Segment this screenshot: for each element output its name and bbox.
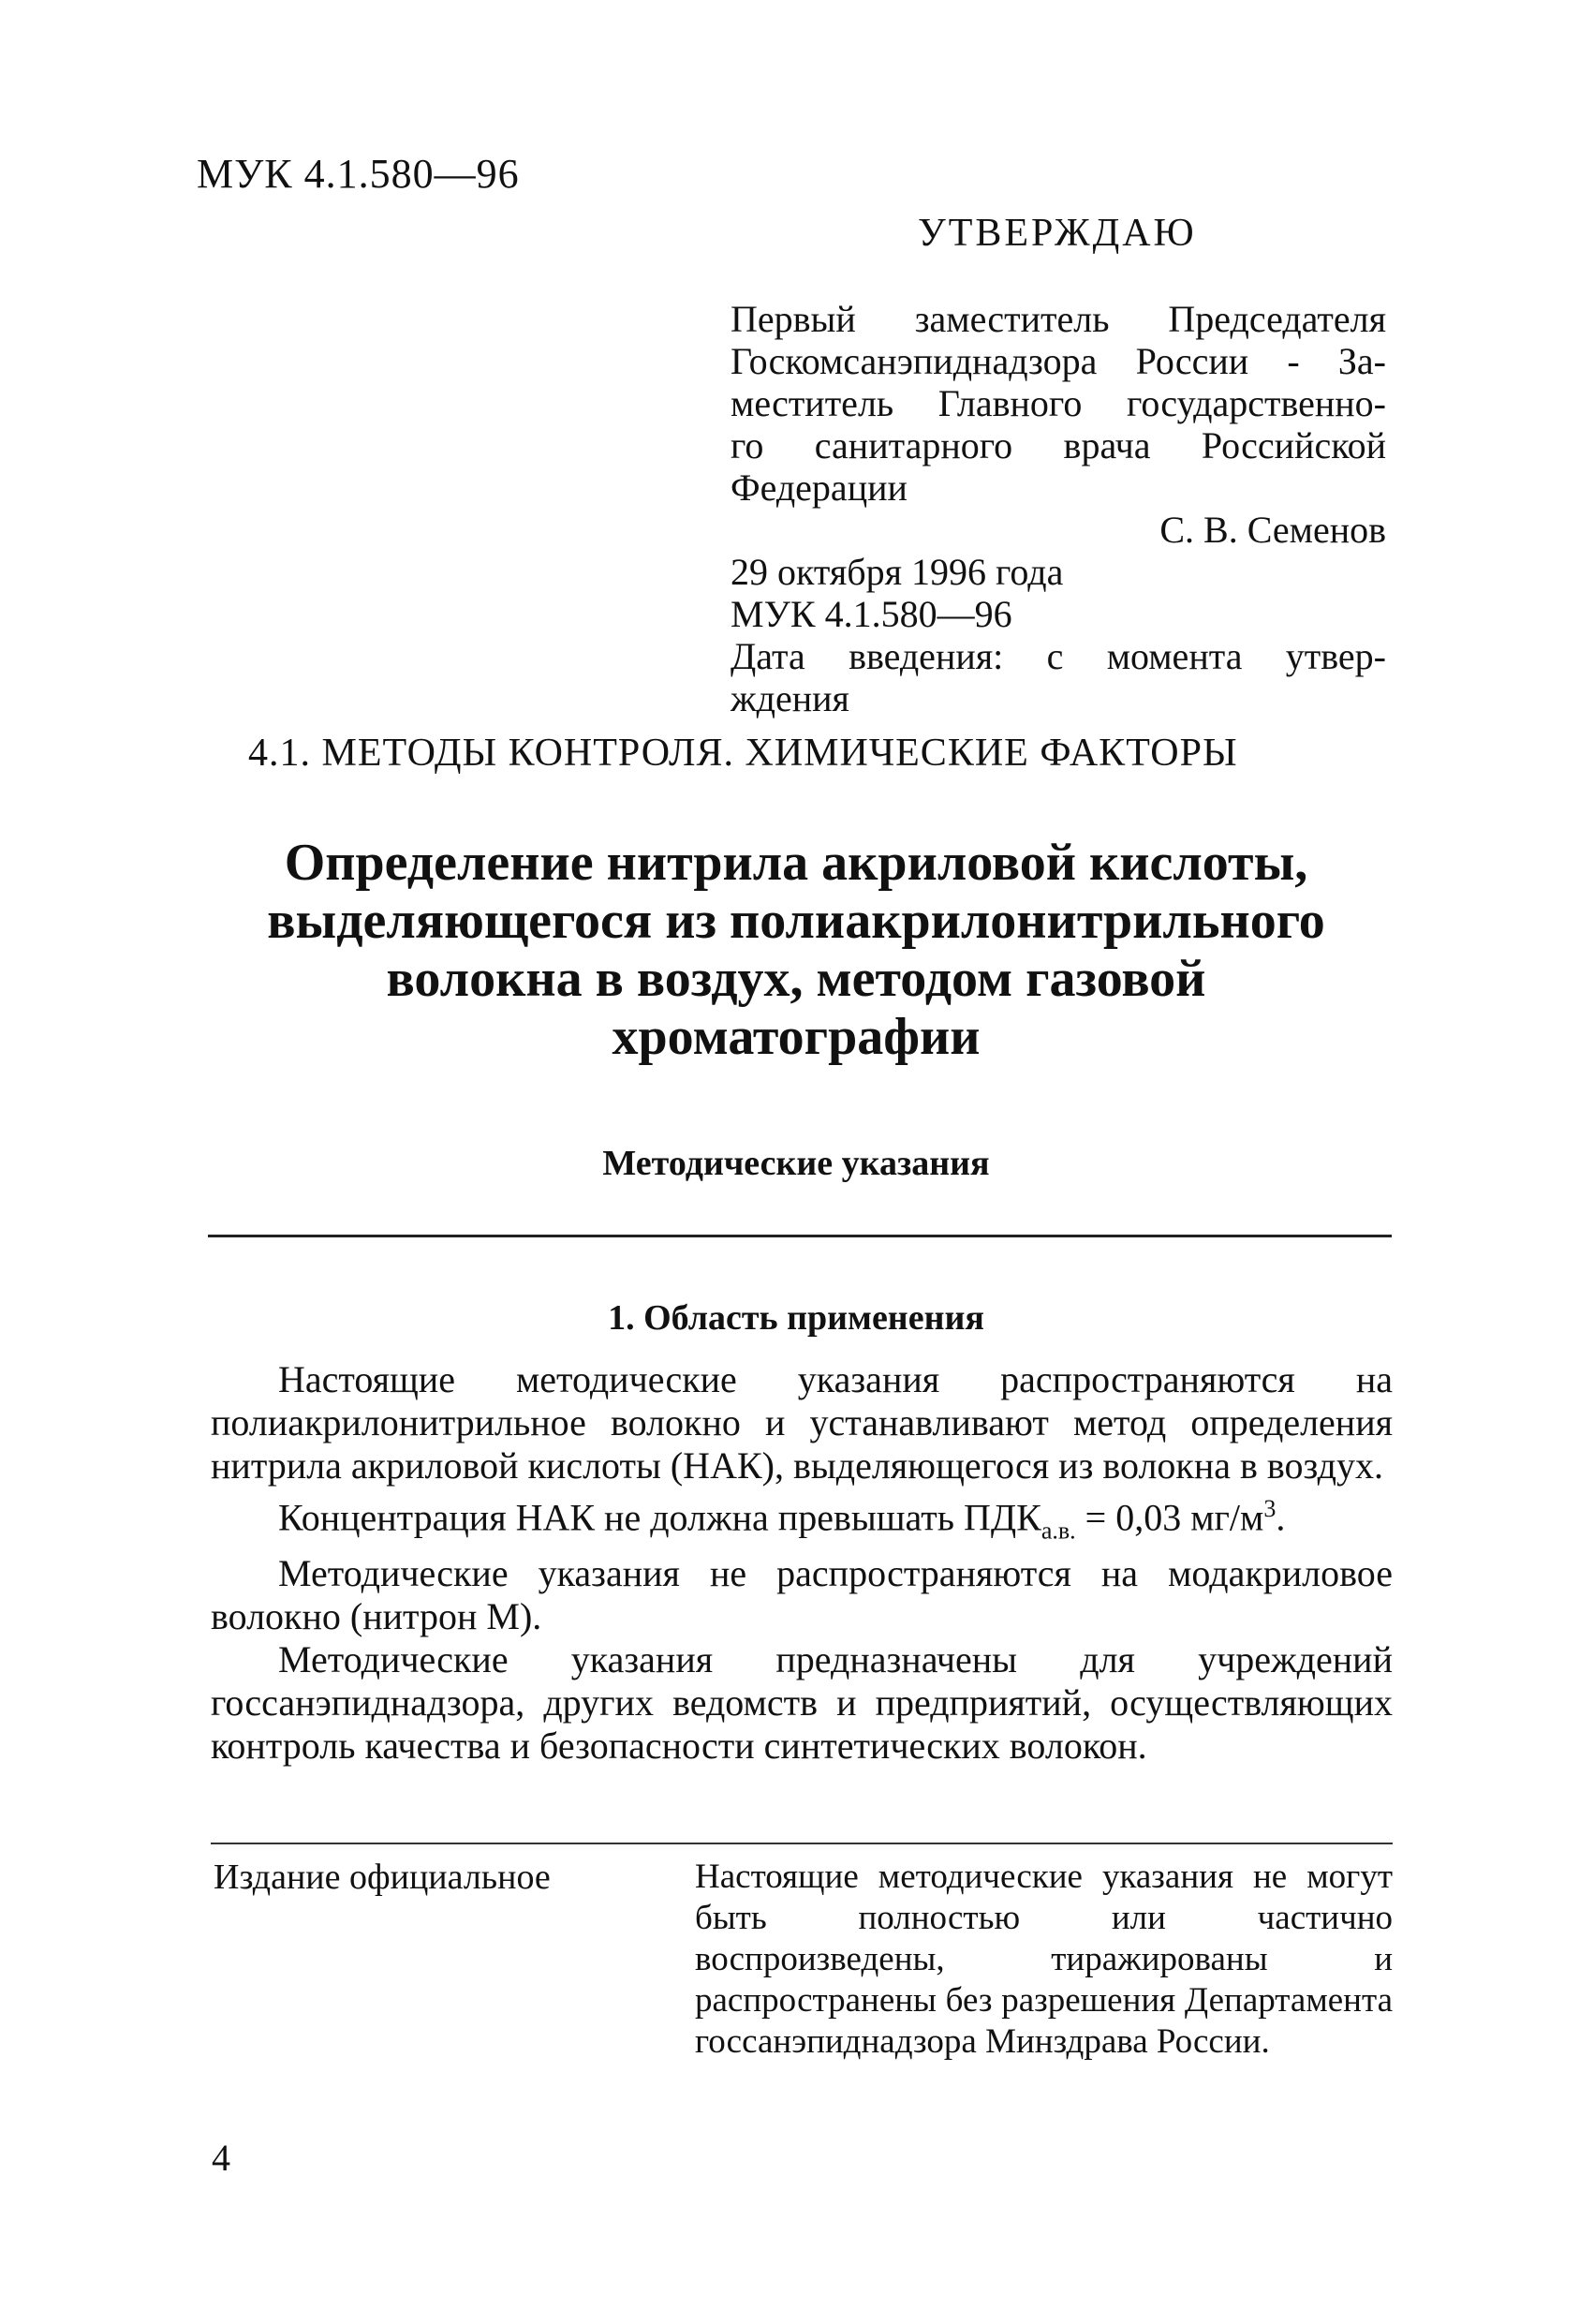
edition-label: Издание официальное bbox=[214, 1858, 551, 1897]
title-line: хроматографии bbox=[612, 1008, 981, 1066]
approval-heading: УТВЕРЖДАЮ bbox=[918, 212, 1197, 255]
document-title bbox=[206, 834, 1386, 1066]
unit-superscript: 3 bbox=[1263, 1495, 1277, 1522]
series-title: 4.1. МЕТОДЫ КОНТРОЛЯ. ХИМИЧЕСКИЕ ФАКТОРЫ bbox=[248, 732, 1238, 775]
approval-block bbox=[731, 298, 1386, 719]
approver-line: Госкомсанэпиднадзора России - За- bbox=[731, 340, 1386, 382]
paragraph-concentration bbox=[211, 1488, 1393, 1552]
effective-date-line: ждения bbox=[731, 677, 849, 719]
signatory-name: С. В. Семенов bbox=[1159, 509, 1386, 551]
document-code: МУК 4.1.580—96 bbox=[197, 151, 520, 197]
copyright-notice: Настоящие методические указания не могут быть полностью или частично воспроизведены, тиражированы и распространены без разрешения Департамента госсанэпиднадзора Минздрава России. bbox=[695, 1858, 1393, 2061]
title-line: Определение нитрила акриловой кислоты, bbox=[284, 834, 1308, 892]
approver-line: меститель Главного государственно- bbox=[731, 382, 1386, 424]
document-code-repeat: МУК 4.1.580—96 bbox=[731, 593, 1012, 635]
page-number: 4 bbox=[212, 2137, 230, 2179]
pdk-subscript: а.в. bbox=[1041, 1517, 1076, 1545]
approver-line: Федерации bbox=[731, 466, 908, 509]
effective-date-line: Дата введения: с момента утвер- bbox=[731, 635, 1386, 677]
sentence-end: . bbox=[1276, 1496, 1286, 1539]
header-divider bbox=[208, 1235, 1392, 1237]
paragraph: Настоящие методические указания распространяются на полиакрилонитрильное волокно и устанавливают метод определения нитрила акриловой кислоты (НАК), выделяющегося из волокна в воздух. bbox=[211, 1358, 1393, 1487]
footer-divider bbox=[211, 1843, 1393, 1844]
paragraph: Методические указания не распространяются на модакриловое волокно (нитрон М). bbox=[211, 1552, 1393, 1638]
section-body bbox=[211, 1358, 1393, 1768]
title-line: волокна в воздух, методом газовой bbox=[386, 950, 1206, 1008]
approver-line: го санитарного врача Российской bbox=[731, 424, 1386, 466]
approval-date: 29 октября 1996 года bbox=[731, 551, 1064, 593]
concentration-value: = 0,03 мг/м bbox=[1075, 1496, 1264, 1539]
document-subtitle: Методические указания bbox=[602, 1144, 990, 1183]
title-line: выделяющегося из полиакрилонитрильного bbox=[267, 892, 1325, 950]
section-heading: 1. Область применения bbox=[608, 1298, 984, 1338]
paragraph: Методические указания предназначены для учреждений госсанэпиднадзора, других ведомств и предприятий, осуществляющих контроль качества и безопасности синтетических волокон. bbox=[211, 1638, 1393, 1768]
approver-line: Первый заместитель Председателя bbox=[731, 298, 1386, 340]
concentration-text: Концентрация НАК не должна превышать ПДК bbox=[278, 1496, 1041, 1539]
